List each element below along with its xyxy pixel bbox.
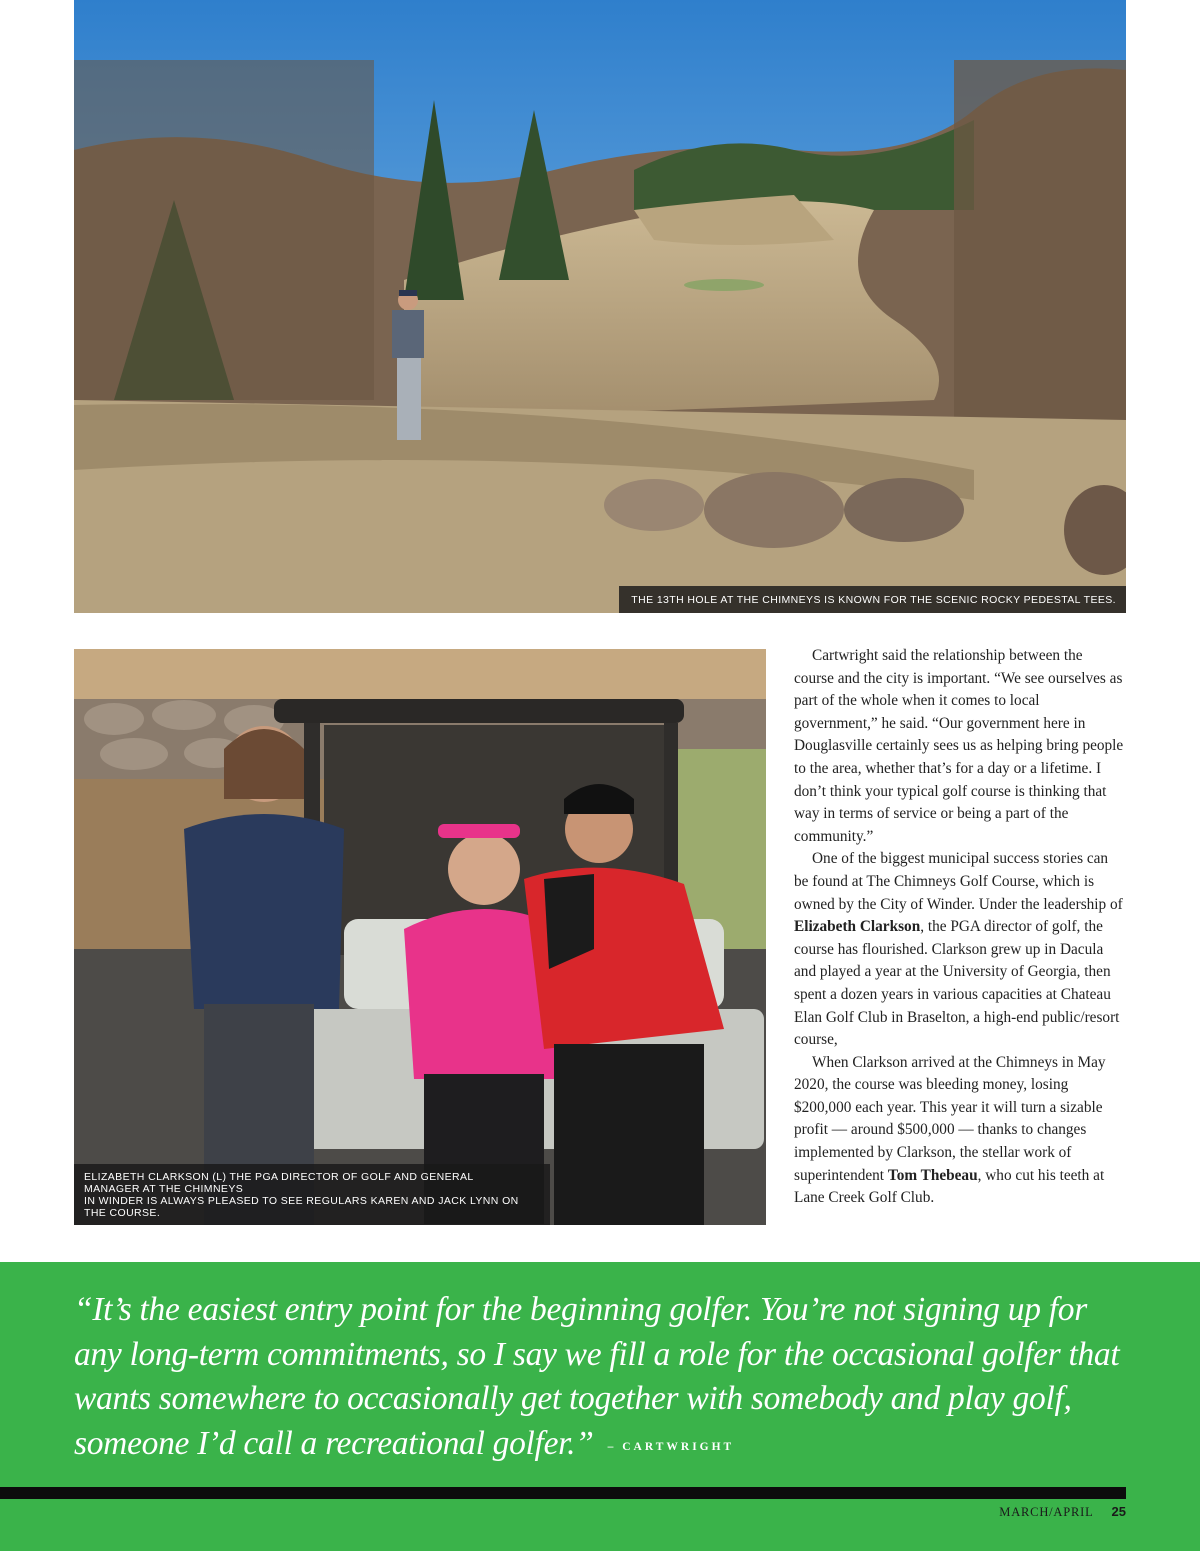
golfers-photo xyxy=(74,649,766,1225)
left-photo-caption xyxy=(74,1164,550,1225)
pull-quote-attribution: – CARTWRIGHT xyxy=(607,1440,735,1453)
golf-course-photo xyxy=(74,0,1126,613)
article-body xyxy=(794,645,1126,1210)
footer-rule xyxy=(0,1487,1126,1499)
article-name-elizabeth-clarkson: Elizabeth Clarkson xyxy=(794,918,921,936)
article-name-tom-thebeau: Tom Thebeau xyxy=(887,1166,978,1184)
left-photo-caption-line1: ELIZABETH CLARKSON (L) THE PGA DIRECTOR OF GOLF AND GENERAL MANAGER AT THE CHIMNEYS xyxy=(84,1171,474,1195)
golfers-illustration xyxy=(74,649,766,1225)
folio-issue: MARCH/APRIL xyxy=(999,1505,1094,1519)
article-paragraph-2-text-b: , the PGA director of golf, the course has flourished. Clarkson grew up in Dacula and played a year at the University of Georgia, then spent a dozen years in various capacities at Chateau Elan Golf Club in Braselton, a high-end public/resort course, xyxy=(794,918,1120,1049)
folio-page-number: 25 xyxy=(1111,1504,1126,1519)
article-paragraph-2-text-a: One of the biggest municipal success stories can be found at The Chimneys Golf Course, which is owned by the City of Winder. Under the leadership of xyxy=(794,850,1123,913)
article-paragraph-3-text-b: , who cut his teeth at Lane Creek Golf Club. xyxy=(794,1166,1105,1207)
folio xyxy=(999,1504,1126,1520)
top-photo-caption: THE 13TH HOLE AT THE CHIMNEYS IS KNOWN FOR THE SCENIC ROCKY PEDESTAL TEES. xyxy=(619,586,1126,613)
left-photo-caption-line2: IN WINDER IS ALWAYS PLEASED TO SEE REGULARS KAREN AND JACK LYNN ON THE COURSE. xyxy=(84,1195,519,1219)
golf-course-illustration xyxy=(74,0,1126,613)
pull-quote-text: “It’s the easiest entry point for the beginning golfer. You’re not signing up for any long-term commitments, so I say we fill a role for the occasional golfer that wants somewhere to occasionally get together with somebody and play golf, someone I’d call a recreational golfer.” xyxy=(74,1291,1120,1462)
article-paragraph-1: Cartwright said the relationship between the course and the city is important. “We see ourselves as part of the whole when it comes to local government,” he said. “Our government here in Douglasville certainly sees us as helping bring people to the area, whether that’s for a day or a lifetime. I don’t think your typical golf course is thinking that way in terms of service or being a part of the community.” xyxy=(794,647,1124,845)
article-paragraph-3-text-a: When Clarkson arrived at the Chimneys in May 2020, the course was bleeding money, losing $200,000 each year. This year it will turn a sizable profit — around $500,000 — thanks to changes implemented by Clarkson, the stellar work of superintendent xyxy=(794,1053,1106,1184)
article-paragraph-2 xyxy=(794,848,1126,1051)
article-paragraph-3 xyxy=(794,1052,1126,1210)
pull-quote xyxy=(74,1288,1134,1469)
